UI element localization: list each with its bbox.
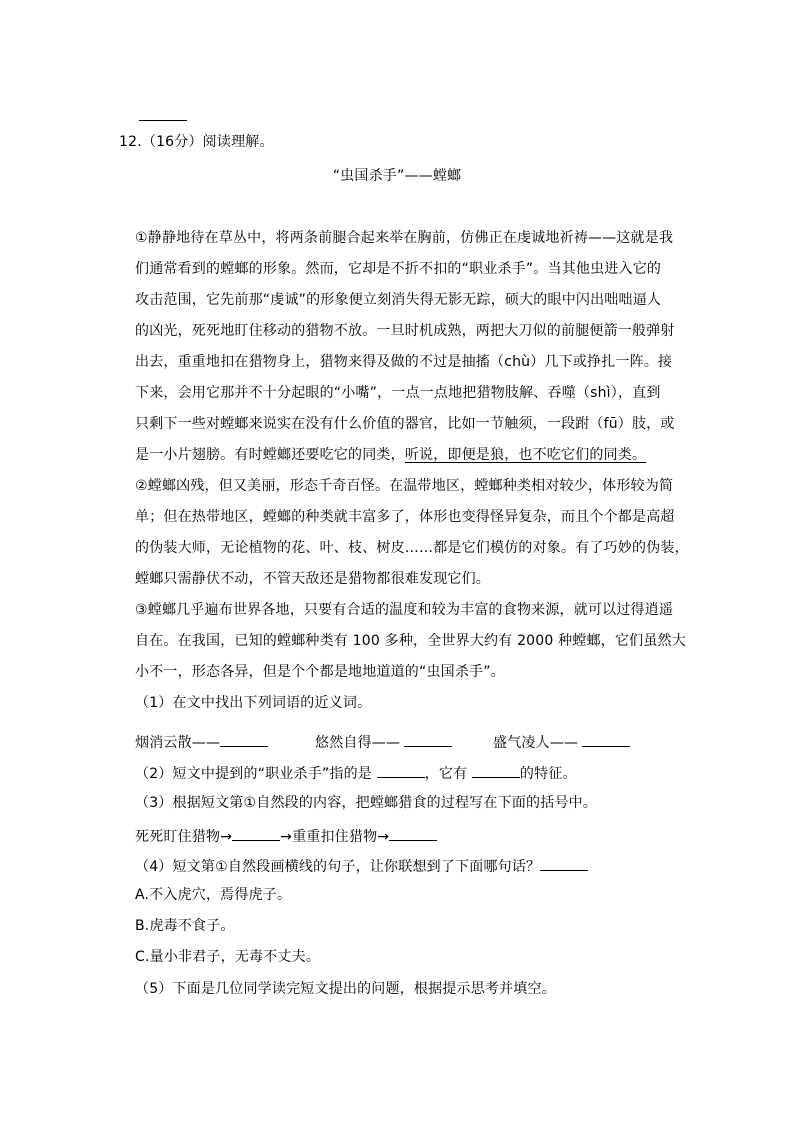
- q2-line: [135, 763, 577, 783]
- q1-prompt: （1）在文中找出下列词语的近义词。: [135, 695, 372, 711]
- q2-part1: （2）短文中提到的“职业杀手”指的是: [135, 766, 377, 782]
- q1-item-3: [493, 732, 630, 752]
- passage-title: “虫国杀手”——螳螂: [332, 168, 462, 184]
- arrow-right-icon: →: [280, 829, 293, 845]
- p2-line-2: 单；但在热带地区，螳螂的种类就丰富多了，体形也变得怪异复杂，而且个个都是高超: [135, 509, 675, 525]
- top-answer-blank[interactable]: [139, 120, 187, 121]
- q2-part2: ，它有: [424, 766, 472, 782]
- q1-blank-1[interactable]: [220, 732, 268, 747]
- q2-part3: 的特征。: [519, 766, 577, 782]
- q4-option-b: B.虎毒不食子。: [135, 918, 235, 934]
- q1-item-1: [135, 732, 268, 752]
- q1-blank-2[interactable]: [404, 732, 452, 747]
- arrow-right-icon: →: [220, 829, 233, 845]
- q3-chain: [135, 826, 437, 846]
- q4-option-a: A.不入虎穴，焉得虎子。: [135, 887, 292, 903]
- underlined-sentence: 听说，即便是狼，也不吃它们的同类。: [404, 447, 647, 463]
- q1-blank-3[interactable]: [582, 732, 630, 747]
- q1-item-1-label: 烟消云散——: [135, 735, 221, 751]
- p3-line-3: 小不一，形态各异，但是个个都是地地道道的“虫国杀手”。: [135, 664, 505, 680]
- p2-line-3: 的伪装大师，无论植物的花、叶、枝、树皮……都是它们模仿的对象。有了巧妙的伪装，: [135, 540, 689, 556]
- p1-line-3: 攻击范围，它先前那“虔诚”的形象便立刻消失得无影无踪，硕大的眼中闪出咄咄逼人: [135, 292, 662, 308]
- q1-item-2-label: 悠然自得——: [315, 735, 401, 751]
- q1-item-3-label: 盛气凌人——: [493, 735, 579, 751]
- q4-option-c: C.量小非君子，无毒不丈夫。: [135, 949, 321, 965]
- q2-blank-2[interactable]: [472, 763, 520, 778]
- q3-step-3: 重重扣住猎物: [292, 829, 378, 845]
- p1-line-8: [135, 446, 646, 464]
- p3-line-1: ③螳螂几乎遍布世界各地，只要有合适的温度和较为丰富的食物来源，就可以过得逍遥: [135, 602, 674, 618]
- arrow-right-icon: →: [377, 829, 390, 845]
- q3-step-1: 死死盯住猎物: [135, 829, 221, 845]
- q5-prompt: （5）下面是几位同学读完短文提出的问题，根据提示思考并填空。: [135, 981, 556, 997]
- p1-line-2: 们通常看到的螳螂的形象。然而，它却是不折不扣的“职业杀手”。当其他虫进入它的: [135, 261, 662, 277]
- q1-item-2: [315, 732, 452, 752]
- q3-blank-1[interactable]: [232, 826, 280, 841]
- question-header: 12.（16分）阅读理解。: [119, 134, 274, 150]
- q4-line: [135, 856, 588, 876]
- p2-line-1: ②螳螂凶残，但又美丽，形态千奇百怪。在温带地区，螳螂种类相对较少，体形较为简: [135, 478, 674, 494]
- p1-last-plain: 是一小片翅膀。有时螳螂还要吃它的同类，: [135, 447, 405, 463]
- q3-prompt: （3）根据短文第①自然段的内容，把螳螂猎食的过程写在下面的括号中。: [135, 795, 598, 811]
- q2-blank-1[interactable]: [377, 763, 425, 778]
- p1-line-7: 只剩下一些对螳螂来说实在没有什么价值的器官，比如一节触须，一段跗（fū）肢，或: [135, 416, 675, 432]
- p1-line-4: 的凶光，死死地盯住移动的猎物不放。一旦时机成熟，两把大刀似的前腿便箭一般弹射: [135, 323, 675, 339]
- p1-line-6: 下来，会用它那并不十分起眼的“小嘴”，一点一点地把猎物肢解、吞噬（shì），直到: [135, 385, 661, 401]
- p3-line-2: 自在。在我国，已知的螳螂种类有 100 多种，全世界大约有 2000 种螳螂，它们虽然大: [135, 633, 686, 649]
- q4-prompt: （4）短文第①自然段画横线的句子，让你联想到了下面哪句话？: [135, 859, 541, 875]
- p1-line-1: ①静静地待在草丛中，将两条前腿合起来举在胸前，仿佛正在虔诚地祈祷——这就是我: [135, 230, 674, 246]
- p2-line-4: 螳螂只需静伏不动，不管天敌还是猎物都很难发现它们。: [135, 571, 490, 587]
- q3-blank-2[interactable]: [389, 826, 437, 841]
- p1-line-5: 出去，重重地扣在猎物身上，猎物来得及做的不过是抽搐（chù）几下或挣扎一阵。接: [135, 354, 673, 370]
- q4-blank[interactable]: [540, 856, 588, 871]
